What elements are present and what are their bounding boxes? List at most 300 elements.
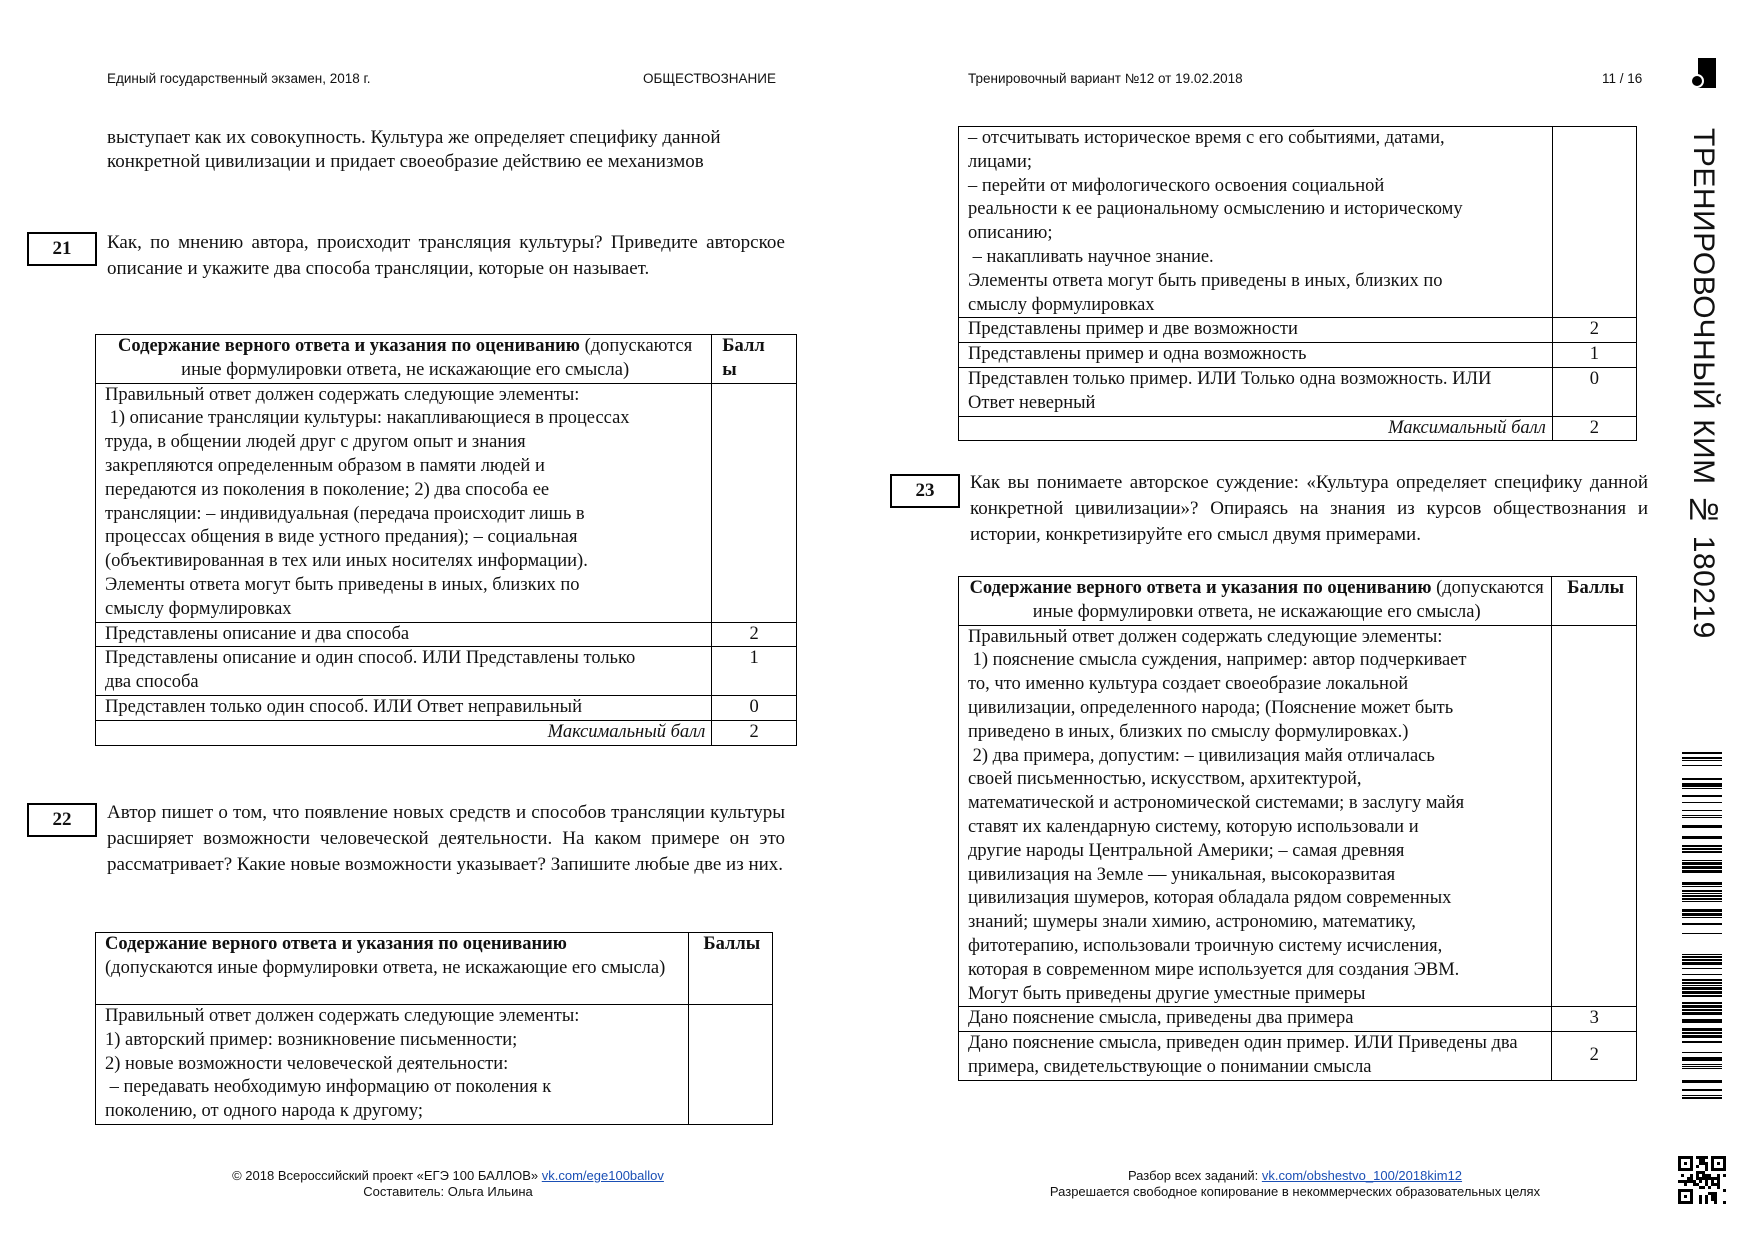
- qr-module: [1714, 1177, 1717, 1180]
- qr-module: [1702, 1186, 1705, 1189]
- question-23-text: Как вы понимаете авторское суждение: «Культура определяет специфику данной конкретной цивилизации»? Опираясь на знания из курсов обществознания и истории, конкретизируйте его смысл двумя примерами.: [970, 472, 1648, 545]
- barcode-bar: [1682, 866, 1722, 869]
- qr-module: [1696, 1156, 1699, 1159]
- corner-mark-icon: [1690, 58, 1716, 88]
- qr-module: [1699, 1177, 1702, 1180]
- qr-module: [1696, 1177, 1699, 1180]
- table-row: [96, 695, 797, 720]
- qr-module: [1705, 1198, 1708, 1201]
- header-page-number: 11 / 16: [1602, 71, 1643, 86]
- qr-module: [1705, 1177, 1708, 1180]
- qr-module: [1714, 1201, 1717, 1204]
- qr-module: [1696, 1171, 1699, 1174]
- answer-line: Правильный ответ должен содержать следующие элементы:: [105, 1006, 580, 1026]
- question-21-text: Как, по мнению автора, происходит трансляция культуры? Приведите авторское описание и укажите два способа трансляции, которые он называет.: [107, 232, 785, 279]
- answer-points-empty: [1552, 625, 1637, 1007]
- intro-continuation: [107, 126, 787, 174]
- qr-module: [1684, 1162, 1687, 1165]
- qr-module: [1705, 1180, 1708, 1183]
- qr-module: [1723, 1189, 1726, 1192]
- table-row: [96, 383, 797, 622]
- qr-module: [1690, 1174, 1693, 1177]
- answer-line: знаний; шумеры знали химию, астрономию, математику,: [968, 912, 1416, 933]
- qr-module: [1699, 1162, 1702, 1165]
- table-row: [959, 318, 1637, 343]
- barcode-bar: [1682, 757, 1722, 759]
- qr-module: [1690, 1198, 1693, 1201]
- table-header-row: [96, 933, 773, 1005]
- score-points: 1: [712, 647, 797, 696]
- qr-module: [1702, 1162, 1705, 1165]
- answer-points-empty: [712, 383, 797, 622]
- answer-line: (объективированная в тех или иных носителях информации).: [105, 551, 588, 572]
- qr-module: [1717, 1186, 1720, 1189]
- answer-line: фитотерапию, использовали троичную систему исчисления,: [968, 935, 1443, 956]
- barcode-bar: [1682, 895, 1722, 897]
- question-22-number: 22: [27, 803, 97, 837]
- score-points: 0: [1552, 367, 1636, 416]
- score-criterion: [96, 647, 712, 696]
- table-row: [959, 1032, 1637, 1081]
- answer-line: – передавать необходимую информацию от поколения к: [105, 1077, 552, 1098]
- qr-module: [1690, 1168, 1693, 1171]
- answer-line: Могут быть приведены другие уместные примеры: [968, 983, 1366, 1004]
- qr-module: [1717, 1174, 1720, 1177]
- barcode-bar: [1682, 909, 1722, 912]
- qr-module: [1684, 1189, 1687, 1192]
- header-variant: Тренировочный вариант №12 от 19.02.2018: [968, 71, 1243, 86]
- qr-module: [1702, 1156, 1705, 1159]
- answer-line: лицами;: [968, 151, 1032, 172]
- barcode-bar: [1682, 1095, 1722, 1096]
- barcode-bar: [1682, 815, 1722, 816]
- max-score-label: Максимальный балл: [959, 416, 1553, 441]
- footer-right: [1010, 1168, 1580, 1200]
- qr-module: [1690, 1195, 1693, 1198]
- barcode-bar: [1682, 1057, 1722, 1061]
- answer-line: Правильный ответ должен содержать следующие элементы:: [105, 384, 580, 405]
- content-header: [96, 933, 689, 1005]
- qr-module: [1690, 1159, 1693, 1162]
- qr-module: [1720, 1156, 1723, 1159]
- qr-module: [1723, 1174, 1726, 1177]
- qr-module: [1708, 1177, 1711, 1180]
- qr-module: [1690, 1165, 1693, 1168]
- qr-module: [1684, 1183, 1687, 1186]
- qr-module: [1717, 1168, 1720, 1171]
- qr-module: [1711, 1165, 1714, 1168]
- qr-module: [1723, 1168, 1726, 1171]
- answer-table-21: [95, 334, 797, 746]
- answer-content: [96, 1005, 689, 1125]
- qr-module: [1711, 1156, 1714, 1159]
- qr-module: [1711, 1183, 1714, 1186]
- qr-module: [1699, 1180, 1702, 1183]
- barcode-bar: [1682, 836, 1722, 839]
- qr-module: [1717, 1162, 1720, 1165]
- barcode-bar: [1682, 778, 1722, 780]
- qr-module: [1705, 1156, 1708, 1159]
- qr-module: [1687, 1177, 1690, 1180]
- score-points: 1: [1552, 343, 1636, 368]
- barcode-bar: [1682, 1052, 1722, 1053]
- content-header-note: (допускаются иные формулировки ответа, не искажающие его смысла): [105, 957, 666, 978]
- table-row: [959, 343, 1637, 368]
- qr-module: [1702, 1174, 1705, 1177]
- qr-module: [1714, 1195, 1717, 1198]
- score-criterion-text: Представлены описание и один способ. ИЛИ Представлены только два способа: [105, 648, 636, 693]
- answer-line: 2) новые возможности человеческой деятельности:: [105, 1053, 509, 1074]
- qr-module: [1705, 1162, 1708, 1165]
- score-criterion-text: Представлен только пример. ИЛИ Только одна возможность. ИЛИ Ответ неверный: [968, 368, 1492, 413]
- max-score-label: Максимальный балл: [96, 720, 712, 745]
- answer-line: смыслу формулировках: [105, 598, 292, 619]
- answer-line: поколению, от одного народа к другому;: [105, 1101, 424, 1122]
- barcode-bar: [1682, 1028, 1722, 1031]
- question-21-number: 21: [27, 232, 97, 266]
- qr-module: [1687, 1156, 1690, 1159]
- answer-line: цивилизация шумеров, которая обладала рядом современных: [968, 888, 1452, 909]
- barcode-bar: [1682, 752, 1722, 754]
- intro-line: конкретной цивилизации и придает своеобразие действию ее механизмов: [107, 151, 704, 172]
- qr-module: [1678, 1168, 1681, 1171]
- footer-analysis-text: Разбор всех заданий:: [1127, 1168, 1259, 1183]
- qr-module: [1696, 1165, 1699, 1168]
- barcode-bar: [1682, 933, 1722, 934]
- answer-line: другие народы Центральной Америки; – самая древняя: [968, 840, 1405, 861]
- qr-module: [1690, 1162, 1693, 1165]
- table-row: [96, 647, 797, 696]
- answer-line: цивилизации, определенного народа; (Пояснение может быть: [968, 697, 1454, 718]
- barcode-bar: [1682, 860, 1722, 861]
- answer-line: цивилизация на Земле — уникальная, высокоразвитая: [968, 864, 1396, 885]
- barcode-bar: [1682, 954, 1722, 955]
- qr-module: [1717, 1183, 1720, 1186]
- qr-module: [1702, 1159, 1705, 1162]
- intro-line: выступает как их совокупность. Культура же определяет специфику данной: [107, 127, 721, 148]
- barcode-bar: [1682, 1064, 1722, 1065]
- qr-module: [1717, 1156, 1720, 1159]
- qr-module: [1678, 1165, 1681, 1168]
- barcode-bar: [1682, 862, 1722, 865]
- barcode-bar: [1682, 974, 1722, 975]
- score-criterion: [959, 1032, 1552, 1081]
- answer-line: реальности к ее рациональному осмыслению и историческому: [968, 199, 1463, 220]
- barcode-bar: [1682, 995, 1722, 997]
- barcode-bar: [1682, 1012, 1722, 1015]
- footer-analysis-link[interactable]: vk.com/obshestvo_100/2018kim12: [1261, 1168, 1463, 1183]
- answer-table-22: [95, 932, 773, 1125]
- barcode-bar: [1682, 1032, 1722, 1034]
- answer-points-empty: [1552, 127, 1636, 318]
- qr-module: [1681, 1156, 1684, 1159]
- content-header-note: (допускаются иные формулировки ответа, не искажающие его смысла): [181, 336, 693, 380]
- barcode-bar: [1682, 991, 1722, 994]
- score-criterion: Представлены пример и две возможности: [959, 318, 1553, 343]
- barcode-bar: [1682, 923, 1722, 925]
- barcode-bar: [1682, 890, 1722, 892]
- answer-line: 1) авторский пример: возникновение письменности;: [105, 1029, 518, 1050]
- table-row: [959, 367, 1637, 416]
- qr-module: [1690, 1189, 1693, 1192]
- content-header: [96, 335, 712, 384]
- barcode-bar: [1682, 1002, 1722, 1004]
- qr-module: [1711, 1195, 1714, 1198]
- qr-module: [1720, 1168, 1723, 1171]
- barcode-bar: [1682, 848, 1722, 850]
- barcode-bar: [1682, 893, 1722, 894]
- qr-module: [1681, 1180, 1684, 1183]
- points-header: Баллы: [688, 933, 772, 1005]
- answer-line: описанию;: [968, 223, 1053, 244]
- qr-module: [1708, 1186, 1711, 1189]
- barcode-bar: [1682, 985, 1722, 986]
- qr-module: [1687, 1189, 1690, 1192]
- content-header-title: Содержание верного ответа и указания по оцениванию: [105, 934, 567, 954]
- max-score-value: 2: [1552, 416, 1636, 441]
- barcode-bar: [1682, 802, 1722, 803]
- qr-module: [1699, 1198, 1702, 1201]
- qr-module: [1699, 1171, 1702, 1174]
- qr-module: [1723, 1165, 1726, 1168]
- barcode-bar: [1682, 956, 1722, 958]
- score-points: 2: [712, 622, 797, 647]
- qr-module: [1678, 1180, 1681, 1183]
- qr-module: [1717, 1177, 1720, 1180]
- max-score-value: 2: [712, 720, 797, 745]
- barcode-bar: [1682, 987, 1722, 990]
- qr-module: [1711, 1198, 1714, 1201]
- barcode-bar: [1682, 979, 1722, 981]
- qr-module: [1687, 1201, 1690, 1204]
- answer-points-empty: [688, 1005, 772, 1125]
- answer-line: Правильный ответ должен содержать следующие элементы:: [968, 626, 1443, 647]
- score-criterion: Представлен только один способ. ИЛИ Ответ неправильный: [96, 695, 712, 720]
- answer-content: [959, 625, 1552, 1007]
- points-header-label: Балл ы: [722, 336, 765, 380]
- question-22-text: Автор пишет о том, что появление новых средств и способов трансляции культуры расширяет возможности человеческой деятельности. На каком примере он это рассматривает? Какие новые возможности указывает? Запишите любые две из них.: [107, 802, 785, 875]
- qr-module: [1705, 1165, 1708, 1168]
- answer-line: – накапливать научное знание.: [968, 246, 1214, 267]
- qr-module: [1687, 1180, 1690, 1183]
- qr-module: [1690, 1156, 1693, 1159]
- barcode-bar: [1682, 1089, 1722, 1091]
- barcode-bar: [1682, 1097, 1722, 1099]
- answer-line: то, что именно культура создает своеобразие локальной: [968, 674, 1409, 695]
- barcode-bar: [1682, 1068, 1722, 1069]
- qr-module: [1705, 1183, 1708, 1186]
- qr-module: [1684, 1201, 1687, 1204]
- qr-module: [1711, 1180, 1714, 1183]
- score-points: 2: [1552, 318, 1636, 343]
- answer-line: труда, в общении людей друг с другом опыт и знания: [105, 432, 526, 453]
- barcode-bar: [1682, 968, 1722, 969]
- barcode-bar: [1682, 1035, 1722, 1038]
- qr-module: [1723, 1162, 1726, 1165]
- qr-module: [1711, 1192, 1714, 1195]
- header-exam-title: Единый государственный экзамен, 2018 г.: [107, 71, 371, 86]
- qr-module: [1678, 1201, 1681, 1204]
- header-subject: ОБЩЕСТВОЗНАНИЕ: [643, 71, 776, 86]
- qr-module: [1699, 1186, 1702, 1189]
- qr-module: [1711, 1168, 1714, 1171]
- qr-module: [1678, 1156, 1681, 1159]
- qr-module: [1687, 1168, 1690, 1171]
- table-row: [959, 127, 1637, 318]
- table-row: [96, 1005, 773, 1125]
- barcode-bar: [1682, 851, 1722, 853]
- footer-vk-link[interactable]: vk.com/ege100ballov: [541, 1168, 664, 1183]
- score-criterion: Представлены описание и два способа: [96, 622, 712, 647]
- content-header-note: (допускаются иные формулировки ответа, не искажающие его смысла): [1032, 578, 1544, 622]
- barcode-bar: [1682, 882, 1722, 885]
- answer-content: [959, 127, 1553, 318]
- barcode-bar: [1682, 825, 1722, 828]
- qr-module: [1690, 1177, 1693, 1180]
- answer-line: приведено в иных, близких по смыслу формулировках.): [968, 721, 1409, 742]
- qr-module: [1684, 1195, 1687, 1198]
- score-criterion: Дано пояснение смысла, приведены два примера: [959, 1007, 1552, 1032]
- answer-line: ставят их календарную систему, которую использовали и: [968, 816, 1419, 837]
- qr-module: [1684, 1156, 1687, 1159]
- score-criterion: Представлены пример и одна возможность: [959, 343, 1553, 368]
- answer-table-22-continued: [958, 126, 1637, 441]
- barcode-bar: [1682, 760, 1722, 761]
- answer-line: трансляции: – индивидуальная (передача происходит лишь в: [105, 503, 585, 524]
- footer-author: Составитель: Ольга Ильина: [363, 1184, 533, 1199]
- barcode-bar: [1682, 765, 1722, 766]
- answer-line: – отсчитывать историческое время с его событиями, датами,: [968, 128, 1445, 148]
- qr-module: [1699, 1201, 1702, 1204]
- qr-module: [1711, 1162, 1714, 1165]
- table-row: [959, 1007, 1637, 1032]
- barcode-bar: [1682, 1066, 1722, 1067]
- score-criterion-text: Дано пояснение смысла, приведен один пример. ИЛИ Приведены два примера, свидетельствующие о понимании смысла: [968, 1033, 1518, 1077]
- table-row: [959, 625, 1637, 1007]
- answer-line: своей письменностью, искусством, архитектурой,: [968, 769, 1362, 790]
- barcode-bar: [1682, 788, 1722, 789]
- qr-module: [1678, 1159, 1681, 1162]
- table-row: [96, 720, 797, 745]
- question-23-number: 23: [890, 474, 960, 508]
- table-header-row: [96, 335, 797, 384]
- score-points: 3: [1552, 1007, 1637, 1032]
- qr-module: [1723, 1159, 1726, 1162]
- qr-code-icon: [1678, 1156, 1726, 1204]
- qr-module: [1696, 1183, 1699, 1186]
- qr-module: [1681, 1201, 1684, 1204]
- qr-module: [1705, 1174, 1708, 1177]
- answer-table-23: [958, 576, 1637, 1081]
- qr-module: [1684, 1168, 1687, 1171]
- barcode-bar: [1682, 886, 1722, 887]
- qr-module: [1699, 1159, 1702, 1162]
- barcode-bar: [1682, 1019, 1722, 1023]
- qr-module: [1714, 1198, 1717, 1201]
- qr-module: [1678, 1195, 1681, 1198]
- qr-module: [1702, 1177, 1705, 1180]
- qr-module: [1693, 1183, 1696, 1186]
- score-points: 2: [1552, 1032, 1637, 1081]
- footer-analysis: [1010, 1168, 1580, 1184]
- qr-module: [1705, 1201, 1708, 1204]
- qr-module: [1678, 1189, 1681, 1192]
- qr-module: [1723, 1156, 1726, 1159]
- score-criterion: [959, 367, 1553, 416]
- qr-module: [1708, 1174, 1711, 1177]
- answer-line: смыслу формулировках: [968, 294, 1155, 315]
- barcode-icon: [1682, 752, 1722, 1100]
- answer-line: Элементы ответа могут быть приведены в иных, близких по: [968, 270, 1443, 291]
- barcode-bar: [1682, 901, 1722, 902]
- barcode-bar: [1682, 917, 1722, 918]
- qr-module: [1690, 1192, 1693, 1195]
- qr-module: [1678, 1192, 1681, 1195]
- barcode-bar: [1682, 959, 1722, 961]
- content-header: [959, 577, 1552, 626]
- answer-line: 2) два примера, допустим: – цивилизация майя отличалась: [968, 745, 1435, 766]
- table-row: [959, 416, 1637, 441]
- answer-line: передаются из поколения в поколение; 2) два способа ее: [105, 479, 550, 500]
- answer-line: математической и астрономической системами; в заслугу майя: [968, 793, 1465, 814]
- footer-copyright-text: © 2018 Всероссийский проект «ЕГЭ 100 БАЛЛОВ»: [232, 1168, 539, 1183]
- answer-line: 1) описание трансляции культуры: накапливающиеся в процессах: [105, 408, 630, 429]
- qr-module: [1681, 1168, 1684, 1171]
- table-header-row: [959, 577, 1637, 626]
- side-kim-label: ТРЕНИРОВОЧНЫЙ КИМ № 180219: [1687, 128, 1720, 639]
- qr-module: [1714, 1183, 1717, 1186]
- qr-module: [1681, 1174, 1684, 1177]
- barcode-bar: [1682, 1009, 1722, 1011]
- qr-module: [1696, 1174, 1699, 1177]
- barcode-bar: [1682, 870, 1722, 873]
- barcode-bar: [1682, 783, 1722, 787]
- answer-line: процессах общения в виде устного предания); – социальная: [105, 527, 578, 548]
- answer-line: которая в современном мире используется для создания ЭВМ.: [968, 959, 1460, 980]
- qr-module: [1702, 1171, 1705, 1174]
- qr-module: [1708, 1192, 1711, 1195]
- barcode-bar: [1682, 1041, 1722, 1043]
- points-header: [712, 335, 797, 384]
- barcode-bar: [1682, 845, 1722, 847]
- qr-module: [1681, 1189, 1684, 1192]
- qr-module: [1684, 1180, 1687, 1183]
- points-header: Баллы: [1552, 577, 1637, 626]
- qr-module: [1690, 1180, 1693, 1183]
- qr-module: [1711, 1159, 1714, 1162]
- footer-copy-note: Разрешается свободное копирование в некоммерческих образовательных целях: [1049, 1184, 1541, 1199]
- qr-module: [1699, 1195, 1702, 1198]
- answer-line: – перейти от мифологического освоения социальной: [968, 175, 1385, 196]
- answer-line: 1) пояснение смысла суждения, например: автор подчеркивает: [968, 650, 1467, 671]
- qr-module: [1699, 1156, 1702, 1159]
- barcode-bar: [1682, 913, 1722, 916]
- score-points: 0: [712, 695, 797, 720]
- qr-module: [1723, 1201, 1726, 1204]
- barcode-bar: [1682, 898, 1722, 900]
- qr-module: [1714, 1168, 1717, 1171]
- footer-left: [200, 1168, 696, 1200]
- barcode-bar: [1682, 810, 1722, 811]
- barcode-bar: [1682, 1080, 1722, 1083]
- answer-line: закрепляются определенным образом в памяти людей и: [105, 455, 545, 476]
- qr-module: [1714, 1192, 1717, 1195]
- qr-module: [1693, 1180, 1696, 1183]
- qr-module: [1705, 1168, 1708, 1171]
- qr-module: [1678, 1198, 1681, 1201]
- table-row: [96, 622, 797, 647]
- content-header-title: Содержание верного ответа и указания по оцениванию: [118, 336, 580, 356]
